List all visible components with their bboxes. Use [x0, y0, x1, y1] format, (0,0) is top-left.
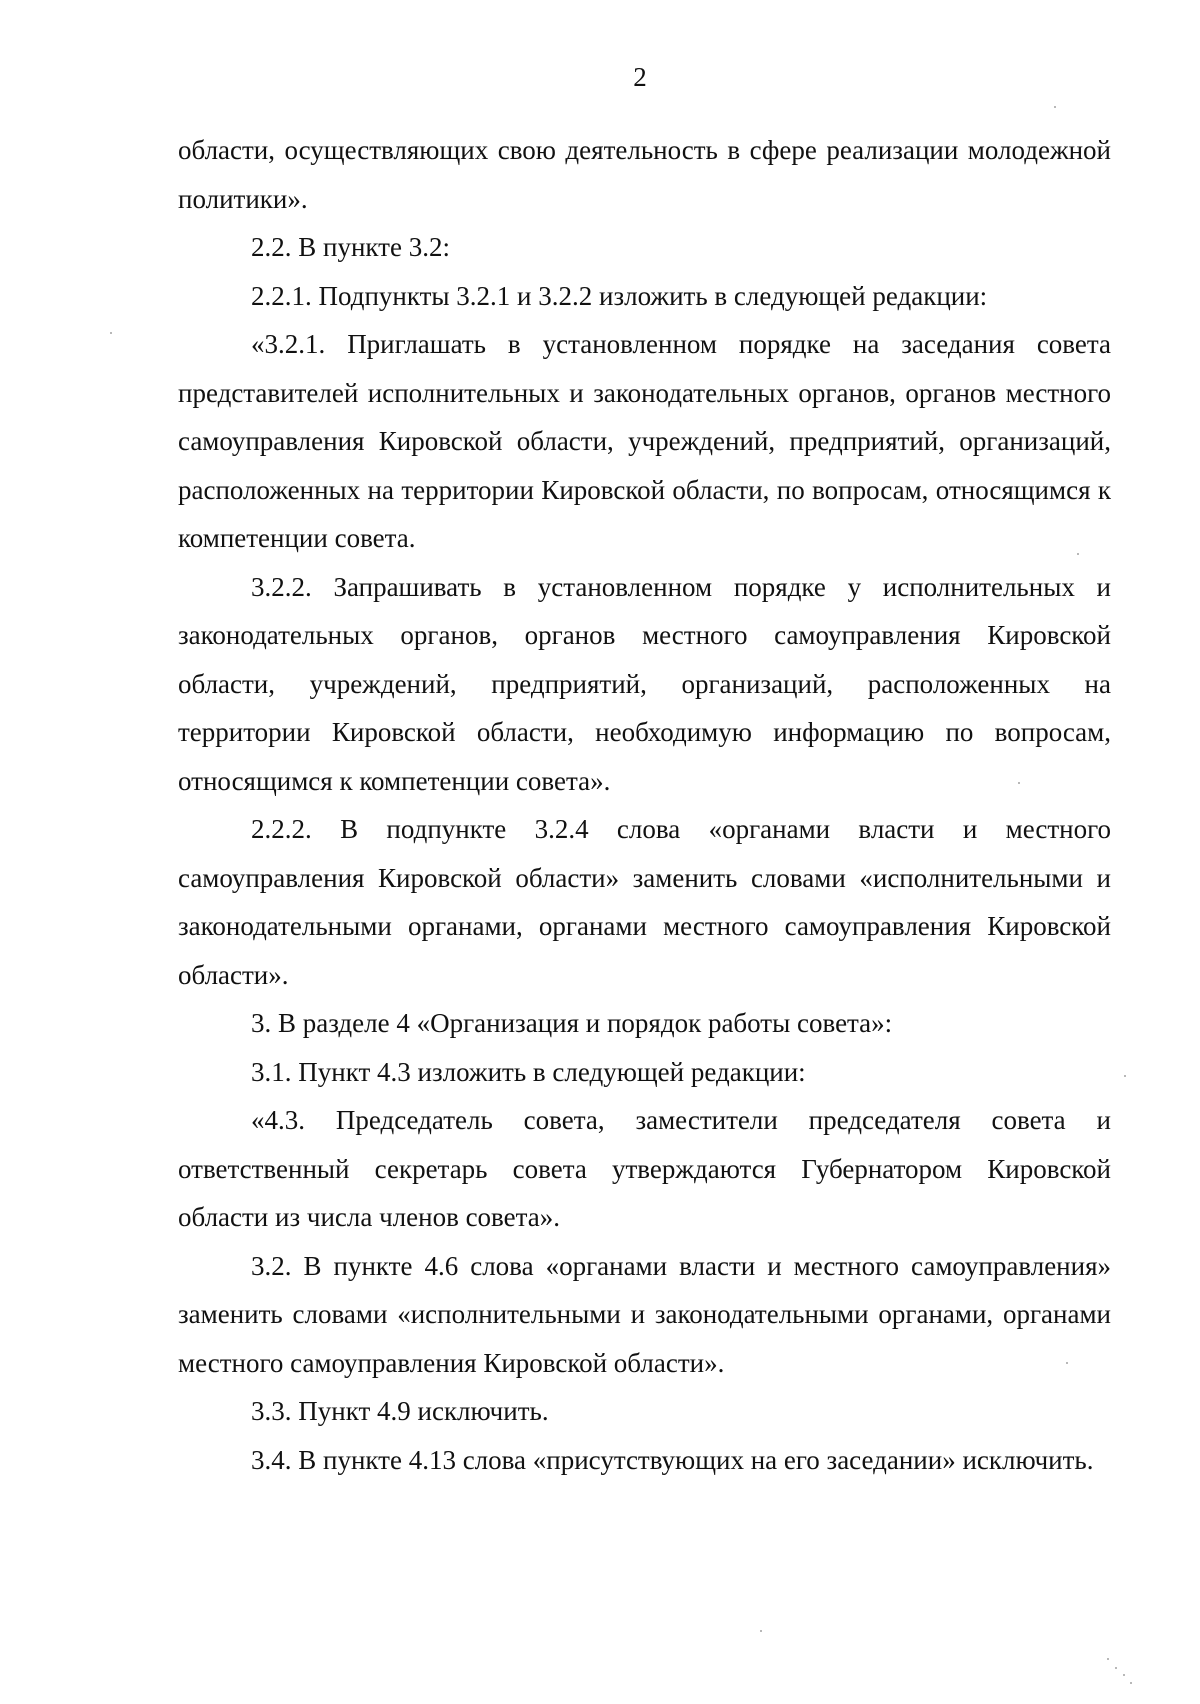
paragraph-3-2: 3.2. В пункте 4.6 слова «органами власти и местного самоуправления» заменить словами «исполнительными и законодательными органами, органами местного самоуправления Кировской области». [178, 1250, 1111, 1378]
scan-speck [1115, 1667, 1117, 1669]
scan-speck [1107, 1658, 1109, 1660]
paragraph-3-2-1: «3.2.1. Приглашать в установленном порядке на заседания совета представителей исполнительных и законодательных органов, органов местного самоуправления Кировской области, учреждений, предприятий, организаций, расположенных на территории Кировской области, по вопросам, относящимся к компетенции совета. [178, 329, 1111, 553]
document-body [178, 126, 1111, 1484]
paragraph-3-2-2: 3.2.2. Запрашивать в установленном порядке у исполнительных и законодательных органов, органов местного самоуправления Кировской области, учреждений, предприятий, организаций, расположенных на территории Кировской области, необходимую информацию по вопросам, относящимся к компетенции совета». [178, 571, 1111, 796]
scan-speck [1123, 1674, 1125, 1676]
paragraph-3: 3. В разделе 4 «Организация и порядок работы совета»: [251, 1008, 893, 1038]
page-number: 2 [633, 62, 647, 92]
scan-speck [1077, 553, 1079, 555]
paragraph-3-3: 3.3. Пункт 4.9 исключить. [251, 1396, 549, 1426]
paragraph-continuation: области, осуществляющих свою деятельность в сфере реализации молодежной политики». [178, 135, 1111, 214]
scan-speck [1130, 1682, 1132, 1684]
paragraph-2-2: 2.2. В пункте 3.2: [251, 232, 450, 262]
scan-speck [1054, 106, 1056, 108]
scan-speck [760, 1630, 762, 1632]
paragraph-2-2-1: 2.2.1. Подпункты 3.2.1 и 3.2.2 изложить в следующей редакции: [251, 280, 988, 311]
scan-speck [1018, 782, 1020, 784]
scan-speck [1124, 1075, 1126, 1077]
scan-speck [110, 332, 112, 334]
paragraph-3-4: 3.4. В пункте 4.13 слова «присутствующих на его заседании» исключить. [251, 1444, 1094, 1475]
paragraph-2-2-2: 2.2.2. В подпункте 3.2.4 слова «органами власти и местного самоуправления Кировской области» заменить словами «исполнительными и законодательными органами, органами местного самоуправления Кировской области». [178, 814, 1111, 990]
scan-speck [1066, 1362, 1068, 1364]
paragraph-3-1: 3.1. Пункт 4.3 изложить в следующей редакции: [251, 1056, 806, 1087]
paragraph-4-3: «4.3. Председатель совета, заместители председателя совета и ответственный секретарь совета утверждаются Губернатором Кировской области из числа членов совета». [178, 1105, 1111, 1232]
